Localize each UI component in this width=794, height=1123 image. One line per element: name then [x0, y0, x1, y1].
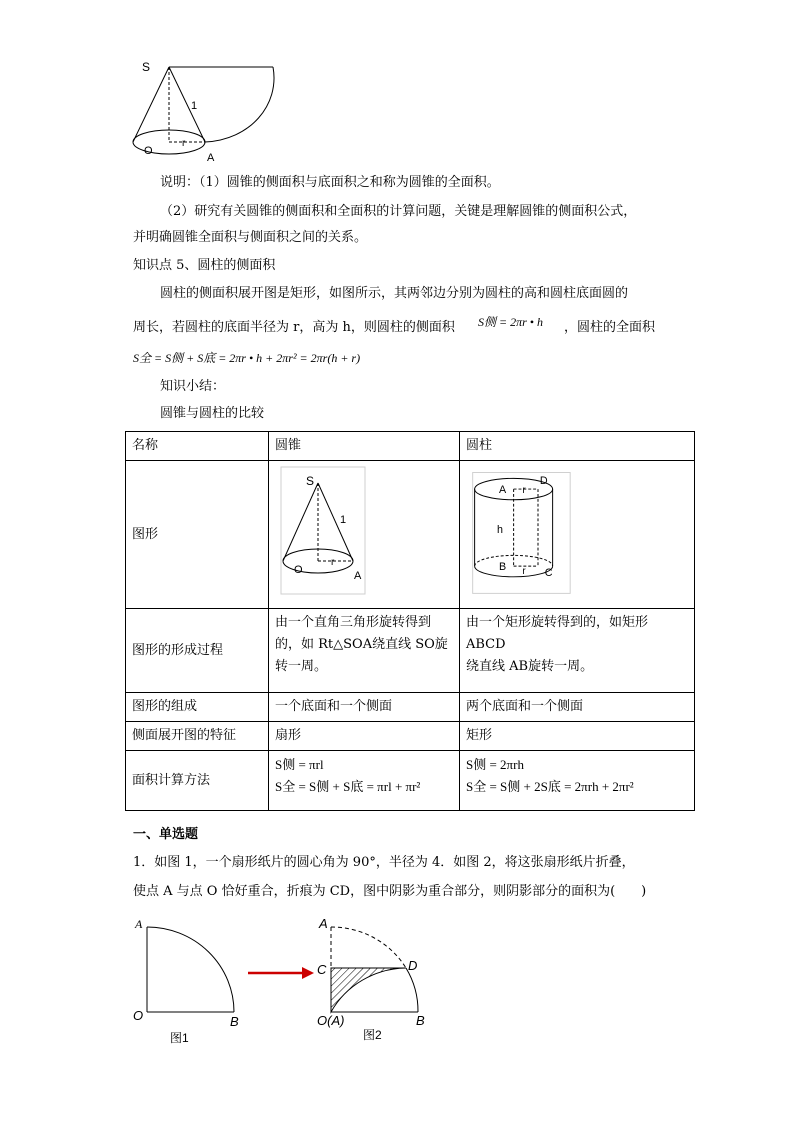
cone-process-line-1: 由一个直角三角形旋转得到	[275, 615, 432, 630]
table-row	[126, 609, 695, 693]
cylinder-process-line-1: 由一个矩形旋转得到的，如矩形 ABCD	[466, 615, 649, 652]
label-O: O	[294, 564, 303, 576]
process-label: 图形的形成过程	[132, 642, 224, 658]
cylinder-total-formula: S全 = S侧 + 2S底 = 2πrh + 2πr²	[466, 779, 634, 794]
cone-figure-cell	[269, 461, 460, 609]
cylinder-area	[460, 751, 695, 811]
row-label-area	[126, 751, 269, 811]
fig2-label-B: B	[416, 1013, 425, 1028]
cone-side-formula: S侧 = πrl	[275, 757, 324, 772]
cylinder-unfold: 矩形	[460, 722, 695, 751]
section-5-title: 知识点 5、圆柱的侧面积	[133, 258, 276, 273]
note-line-1: 说明：（1）圆锥的侧面积与底面积之和称为圆锥的全面积。	[160, 175, 500, 190]
cone-process-line-3: 转一周。	[275, 659, 328, 674]
label-D: D	[539, 475, 548, 488]
label-S: S	[142, 60, 151, 74]
cone-total-formula: S全 = S侧 + S底 = πrl + πr²	[275, 779, 421, 794]
cylinder-side-formula: S侧 = 2πrh	[466, 757, 524, 772]
section-5-para-2a: 周长，若圆柱的底面半径为 r，高为 h，则圆柱的侧面积	[133, 320, 455, 335]
figure-1-quarter-sector	[130, 912, 250, 1047]
summary-subtitle: 圆锥与圆柱的比较	[160, 406, 265, 421]
label-S: S	[306, 474, 315, 488]
cone-sector-figure	[130, 55, 280, 170]
question-1-line-2: 使点 A 与点 O 恰好重合，折痕为 CD，图中阴影为重合部分，则阴影部分的面积为( )	[133, 884, 647, 899]
arrow-icon	[246, 965, 316, 981]
section-5-para-1: 圆柱的侧面积展开图是矩形，如图所示，其两邻边分别为圆柱的高和圆柱底面圆的	[160, 286, 629, 301]
table-row	[126, 722, 695, 751]
summary-title: 知识小结：	[160, 379, 226, 394]
header-name: 名称	[126, 432, 269, 461]
cone-process	[269, 609, 460, 693]
cylinder-figure-cell	[460, 461, 695, 609]
label-A: A	[499, 483, 507, 496]
note-line-3: 并明确圆锥全面积与侧面积之间的关系。	[133, 230, 368, 245]
label-slant: 1	[340, 514, 347, 526]
figure-2-folded-sector	[313, 912, 438, 1047]
fig1-label-B: B	[230, 1014, 239, 1029]
fig1-label-O: O	[133, 1008, 144, 1023]
fig1-label-A: A	[135, 917, 143, 931]
table-row	[126, 751, 695, 811]
label-B: B	[499, 560, 507, 573]
area-label: 面积计算方法	[132, 772, 211, 788]
comparison-table	[125, 431, 695, 811]
row-label-figure	[126, 461, 269, 609]
note-line-2: （2）研究有关圆锥的侧面积和全面积的计算问题，关键是理解圆锥的侧面积公式，	[160, 204, 637, 219]
section-5-para-2b: ，圆柱的全面积	[564, 320, 656, 335]
label-A: A	[207, 152, 215, 164]
label-r: r	[182, 138, 186, 149]
table-cone-figure	[269, 461, 459, 600]
fig2-label-C: C	[317, 962, 327, 977]
fig2-label-D: D	[408, 958, 418, 973]
label-C: C	[544, 566, 553, 579]
exercise-section-title: 一、单选题	[133, 827, 199, 842]
cone-unfold: 扇形	[269, 722, 460, 751]
table-row	[126, 432, 695, 461]
cylinder-process	[460, 609, 695, 693]
fig2-label-A: A	[319, 916, 328, 931]
table-row	[126, 461, 695, 609]
cone-process-line-2: 的，如 Rt△SOA绕直线 SO旋	[275, 637, 448, 652]
table-row	[126, 693, 695, 722]
label-slant: 1	[191, 100, 198, 112]
cylinder-composition: 两个底面和一个侧面	[460, 693, 695, 722]
row-label-process	[126, 609, 269, 693]
label-r: r	[331, 557, 335, 568]
label-r-top: r	[522, 484, 526, 496]
label-O: O	[144, 145, 153, 157]
cone-composition: 一个底面和一个侧面	[269, 693, 460, 722]
label-r-bottom: r	[522, 565, 526, 577]
cylinder-process-line-2: 绕直线 AB旋转一周。	[466, 659, 594, 674]
question-1-line-1: 1．如图 1，一个扇形纸片的圆心角为 90°，半径为 4．如图 2，将这张扇形纸片折叠，	[133, 855, 635, 870]
cone-area	[269, 751, 460, 811]
row-label-unfold: 侧面展开图的特征	[126, 722, 269, 751]
label-h: h	[497, 523, 504, 536]
fig2-label-OA: O(A)	[317, 1013, 345, 1028]
formula-side-area: S侧 = 2πr • h	[478, 315, 543, 329]
table-cylinder-figure	[460, 461, 694, 600]
fig2-caption: 图2	[363, 1028, 382, 1042]
header-cylinder: 圆柱	[460, 432, 695, 461]
formula-total-area: S全 = S侧 + S底 = 2πr • h + 2πr² = 2πr(h + r)	[133, 351, 361, 365]
figure-label: 图形	[132, 526, 159, 542]
header-cone: 圆锥	[269, 432, 460, 461]
fig1-caption: 图1	[170, 1031, 189, 1045]
label-A: A	[354, 570, 362, 582]
row-label-composition: 图形的组成	[126, 693, 269, 722]
